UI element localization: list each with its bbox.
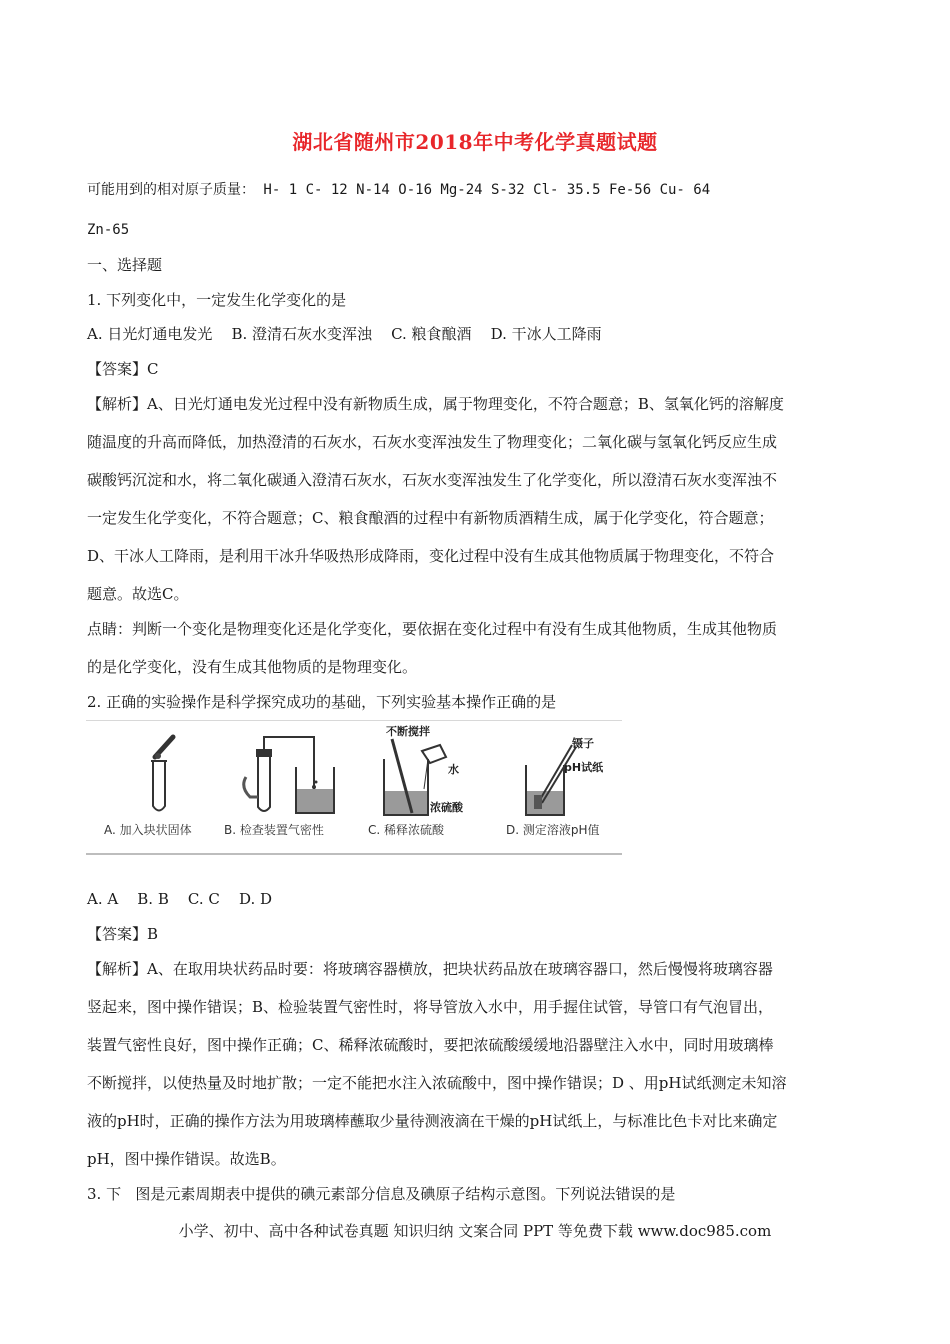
caption-d: D. 测定溶液pH值 [506,823,600,837]
q1-analysis-line: 题意。故选C。 [87,585,189,603]
label-ph-paper: pH试纸 [564,761,604,774]
q2-answer: 【答案】B [87,925,159,943]
atomic-mass-line1: 可能用到的相对原子质量： H- 1 C- 12 N-14 O-16 Mg-24 S-32 Cl- 35.5 Fe-56 Cu- 64 [87,182,711,198]
q2-analysis-line: 【解析】A、在取用块状药品时要：将玻璃容器横放，把块状药品放在玻璃容器口，然后慢慢将玻璃容器 [87,960,773,978]
caption-c: C. 稀释浓硫酸 [368,823,445,837]
q1-stem: 1. 下列变化中，一定发生化学变化的是 [87,291,347,309]
airtightness-apparatus-illustration [236,727,346,817]
label-tweezers: 镊子 [572,737,594,750]
q1-analysis-line: D、干冰人工降雨，是利用干冰升华吸热形成降雨，变化过程中没有生成其他物质属于物理变化，不符合 [87,547,775,565]
q3-stem: 3. 下 图是元素周期表中提供的碘元素部分信息及碘原子结构示意图。下列说法错误的是 [87,1185,676,1203]
q2-stem: 2. 正确的实验操作是科学探究成功的基础，下列实验基本操作正确的是 [87,693,557,711]
section-heading: 一、选择题 [87,256,163,274]
q1-note-line: 点睛：判断一个变化是物理变化还是化学变化，要依据在变化过程中有没有生成其他物质，生成其他物质 [87,620,778,638]
q1-analysis-line: 一定发生化学变化，不符合题意；C、粮食酿酒的过程中有新物质酒精生成，属于化学变化，符合题意； [87,509,774,527]
q1-analysis-line: 随温度的升高而降低，加热澄清的石灰水，石灰水变浑浊发生了物理变化；二氧化碳与氢氧化钙反应生成 [87,433,778,451]
label-acid: 浓硫酸 [430,801,463,814]
q1-analysis-line: 碳酸钙沉淀和水，将二氧化碳通入澄清石灰水，石灰水变浑浊发生了化学变化，所以澄清石灰水变浑浊不 [87,471,778,489]
q2-analysis-line: pH，图中操作错误。故选B。 [87,1150,286,1168]
caption-a: A. 加入块状固体 [104,823,192,837]
q1-answer: 【答案】C [87,360,159,378]
page-title: 湖北省随州市2018年中考化学真题试题 [292,130,658,154]
atomic-mass-line2: Zn-65 [87,222,130,238]
q2-analysis-line: 装置气密性良好，图中操作正确；C、稀释浓硫酸时，要把浓硫酸缓缓地沿器壁注入水中，同时用玻璃棒 [87,1036,774,1054]
label-stir: 不断搅拌 [386,725,430,738]
lab-operations-figure [86,720,622,855]
q1-analysis-line: 【解析】A、日光灯通电发光过程中没有新物质生成，属于物理变化，不符合题意；B、氢氧化钙的溶解度 [87,395,784,413]
page-footer[interactable]: 小学、初中、高中各种试卷真题 知识归纳 文案合同 PPT 等免费下载 www.doc985.com [178,1222,772,1240]
test-tube-illustration [141,731,201,816]
caption-b: B. 检查装置气密性 [224,823,324,837]
q2-analysis-line: 不断搅拌，以使热量及时地扩散；一定不能把水注入浓硫酸中，图中操作错误；D 、用pH试纸测定未知溶 [87,1074,787,1092]
label-water: 水 [448,763,459,776]
q1-options: A. 日光灯通电发光 B. 澄清石灰水变浑浊 C. 粮食酿酒 D. 干冰人工降雨 [87,325,602,343]
q2-options: A. A B. B C. C D. D [87,890,273,908]
q1-note-line: 的是化学变化，没有生成其他物质的是物理变化。 [87,658,418,676]
q2-analysis-line: 竖起来，图中操作错误；B、检验装置气密性时，将导管放入水中，用手握住试管，导管口有气泡冒出， [87,998,774,1016]
q2-analysis-line: 液的pH时，正确的操作方法为用玻璃棒蘸取少量待测液滴在干燥的pH试纸上，与标准比色卡对比来确定 [87,1112,778,1130]
